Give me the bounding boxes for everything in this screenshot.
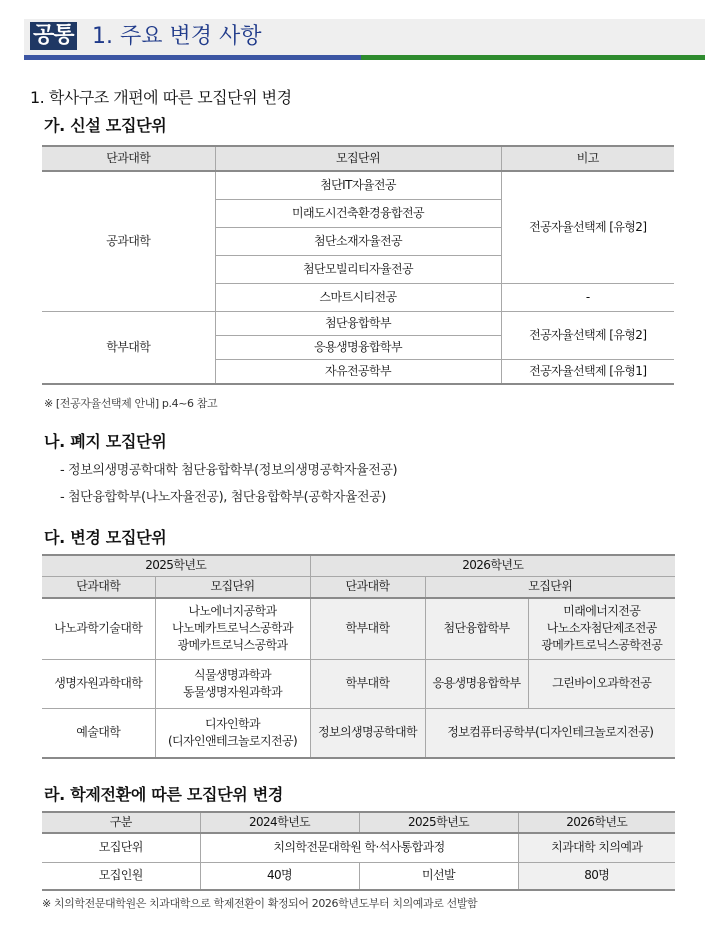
page-title: 1. 주요 변경 사항 (92, 24, 262, 49)
row-label: 모집단위 (42, 833, 200, 862)
new-unit: 미래에너지전공 (563, 604, 641, 619)
cell-2025: 미선발 (359, 862, 518, 890)
title-underline-blue (24, 55, 361, 60)
col-header-category: 구분 (42, 812, 200, 833)
new-merged-cell: 정보컴퓨터공학부(디자인테크놀로지전공) (425, 708, 675, 758)
remark-cell: - (501, 283, 674, 311)
col-header-unit: 모집단위 (215, 146, 501, 171)
col-header-2024: 2024학년도 (200, 812, 359, 833)
old-units-cell (155, 708, 310, 758)
new-college-cell: 학부대학 (310, 659, 425, 708)
abolished-item: - 정보의생명공학대학 첨단융합학부(정보의생명공학자율전공) (60, 463, 398, 478)
table-row (42, 862, 675, 890)
old-units-cell (155, 598, 310, 659)
remark-cell: 전공자율선택제 [유형1] (501, 359, 674, 384)
new-units-cell (528, 598, 675, 659)
title-underline-green (361, 55, 705, 60)
common-badge: 공통 (30, 22, 77, 50)
remark-cell: 전공자율선택제 [유형2] (501, 311, 674, 359)
college-cell: 학부대학 (42, 311, 215, 384)
table-row (42, 833, 675, 862)
conversion-note: ※ 치의학전문대학원은 치과대학으로 학제전환이 확정되어 2026학년도부터 치의예과로 선발함 (42, 897, 478, 910)
remark-cell: 전공자율선택제 [유형2] (501, 171, 674, 283)
year-header-2026: 2026학년도 (310, 555, 675, 576)
new-division-cell: 첨단융합학부 (425, 598, 528, 659)
old-unit: (디자인앤테크놀로지전공) (167, 733, 298, 748)
unit-cell: 첨단IT자율전공 (215, 171, 501, 199)
table-row (42, 708, 675, 758)
col-header-remark: 비고 (501, 146, 674, 171)
sub-header-unit-2026: 모집단위 (425, 576, 675, 598)
table-row (42, 659, 675, 708)
old-unit: 나노메카트로닉스공학과 (172, 621, 293, 636)
college-cell: 공과대학 (42, 171, 215, 311)
col-header-college: 단과대학 (42, 146, 215, 171)
unit-cell: 스마트시티전공 (215, 283, 501, 311)
old-unit: 디자인학과 (205, 716, 260, 731)
old-unit: 동물생명자원과학과 (183, 684, 282, 699)
subsection-changed-heading: 다. 변경 모집단위 (44, 528, 167, 547)
subsection-conversion-heading: 라. 학제전환에 따른 모집단위 변경 (44, 785, 284, 804)
new-units-cell: 그린바이오과학전공 (528, 659, 675, 708)
merged-2024-2025-cell: 치의학전문대학원 학·석사통합과정 (200, 833, 518, 862)
sub-header-college-2025: 단과대학 (42, 576, 155, 598)
old-unit: 나노에너지공학과 (188, 604, 277, 619)
old-college-cell: 나노과학기술대학 (42, 598, 155, 659)
abolished-item: - 첨단융합학부(나노자율전공), 첨단융합학부(공학자율전공) (60, 490, 386, 505)
unit-cell: 첨단모빌리티자율전공 (215, 255, 501, 283)
old-unit: 식물생명과학과 (194, 667, 271, 682)
cell-2024: 40명 (200, 862, 359, 890)
unit-cell: 응용생명융합학부 (215, 335, 501, 359)
subsection-abolished-heading: 나. 폐지 모집단위 (44, 432, 167, 451)
sub-header-college-2026: 단과대학 (310, 576, 425, 598)
cell-2026: 80명 (518, 862, 675, 890)
new-unit: 나노소자첨단제조전공 (546, 621, 657, 636)
new-units-table (42, 145, 674, 385)
unit-cell: 첨단융합학부 (215, 311, 501, 335)
cell-2026: 치과대학 치의예과 (518, 833, 675, 862)
col-header-2025: 2025학년도 (359, 812, 518, 833)
subsection-new-units-heading: 가. 신설 모집단위 (44, 116, 167, 135)
unit-cell: 첨단소재자율전공 (215, 227, 501, 255)
new-unit: 광메카트로닉스공학전공 (541, 638, 663, 653)
new-college-cell: 학부대학 (310, 598, 425, 659)
new-units-note: ※ [전공자율선택제 안내] p.4~6 참고 (44, 397, 218, 410)
changed-units-table (42, 554, 675, 759)
new-college-cell: 정보의생명공학대학 (310, 708, 425, 758)
old-college-cell: 생명자원과학대학 (42, 659, 155, 708)
unit-cell: 미래도시건축환경융합전공 (215, 199, 501, 227)
year-header-2025: 2025학년도 (42, 555, 310, 576)
section-heading: 1. 학사구조 개편에 따른 모집단위 변경 (30, 88, 292, 107)
row-label: 모집인원 (42, 862, 200, 890)
old-units-cell (155, 659, 310, 708)
sub-header-unit-2025: 모집단위 (155, 576, 310, 598)
old-unit: 광메카트로닉스공학과 (177, 638, 288, 653)
conversion-table (42, 811, 675, 891)
unit-cell: 자유전공학부 (215, 359, 501, 384)
new-division-cell: 응용생명융합학부 (425, 659, 528, 708)
col-header-2026: 2026학년도 (518, 812, 675, 833)
table-row (42, 598, 675, 659)
old-college-cell: 예술대학 (42, 708, 155, 758)
